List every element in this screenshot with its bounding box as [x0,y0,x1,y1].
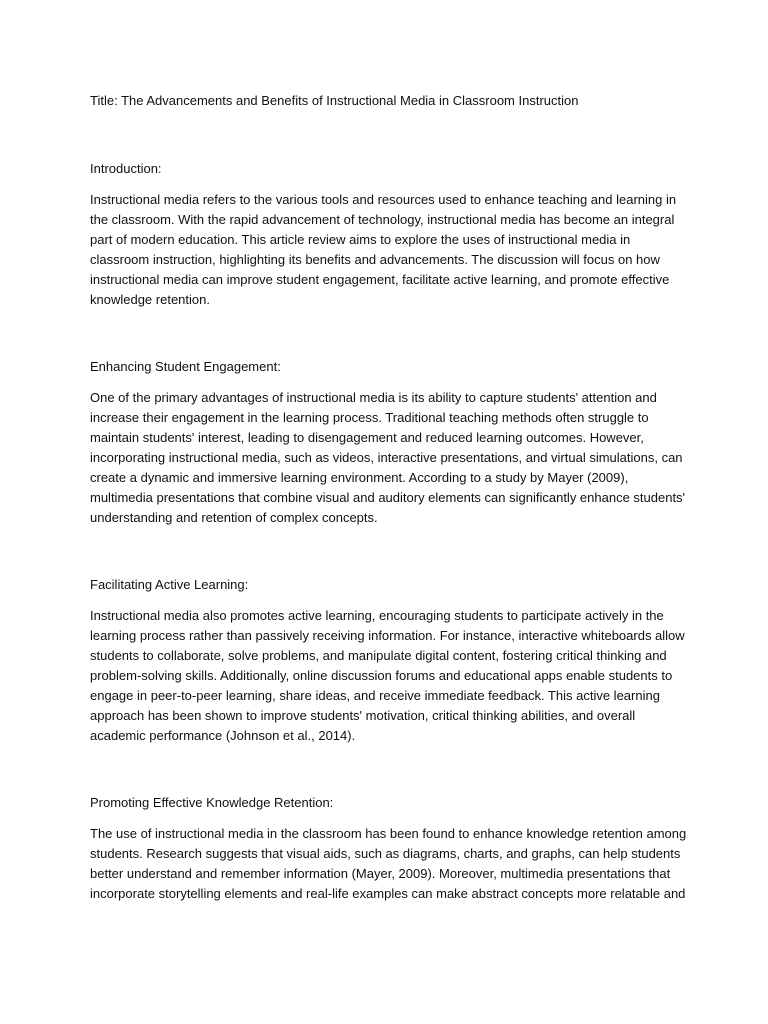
section-heading: Introduction: [90,161,162,176]
section-active-learning [90,575,688,746]
section-paragraph: One of the primary advantages of instructional media is its ability to capture students' attention and increase their engagement in the learning process. Traditional teaching methods often struggle to maintain students' interest, leading to disengagement and reduced learning outcomes. However, incorporating instructional media, such as videos, interactive presentations, and virtual simulations, can create a dynamic and immersive learning environment. According to a study by Mayer (2009), multimedia presentations that combine visual and auditory elements can significantly enhance students' understanding and retention of complex concepts. [90,390,686,525]
section-paragraph: Instructional media also promotes active learning, encouraging students to participate actively in the learning process rather than passively receiving information. For instance, interactive whiteboards allow students to collaborate, solve problems, and manipulate digital content, fostering critical thinking and problem-solving skills. Additionally, online discussion forums and educational apps enable students to engage in peer-to-peer learning, share ideas, and receive immediate feedback. This active learning approach has been shown to improve students' motivation, critical thinking abilities, and overall academic performance (Johnson et al., 2014). [90,608,685,743]
section-heading: Promoting Effective Knowledge Retention: [90,795,334,810]
section-paragraph: The use of instructional media in the classroom has been found to enhance knowledge retention among students. Research suggests that visual aids, such as diagrams, charts, and graphs, can help students better understand and remember information (Mayer, 2009). Moreover, multimedia presentations that incorporate storytelling elements and real-life examples can make abstract concepts more relatable and [90,826,687,901]
section-knowledge-retention [90,793,688,904]
section-heading: Facilitating Active Learning: [90,577,249,592]
section-introduction [90,159,688,310]
document-body [90,91,688,904]
document-title: Title: The Advancements and Benefits of Instructional Media in Classroom Instruction [90,93,579,108]
section-heading: Enhancing Student Engagement: [90,359,281,374]
section-paragraph: Instructional media refers to the various tools and resources used to enhance teaching and learning in the classroom. With the rapid advancement of technology, instructional media has become an integral part of modern education. This article review aims to explore the uses of instructional media in classroom instruction, highlighting its benefits and advancements. The discussion will focus on how instructional media can improve student engagement, facilitate active learning, and promote effective knowledge retention. [90,192,677,307]
section-student-engagement [90,357,688,528]
